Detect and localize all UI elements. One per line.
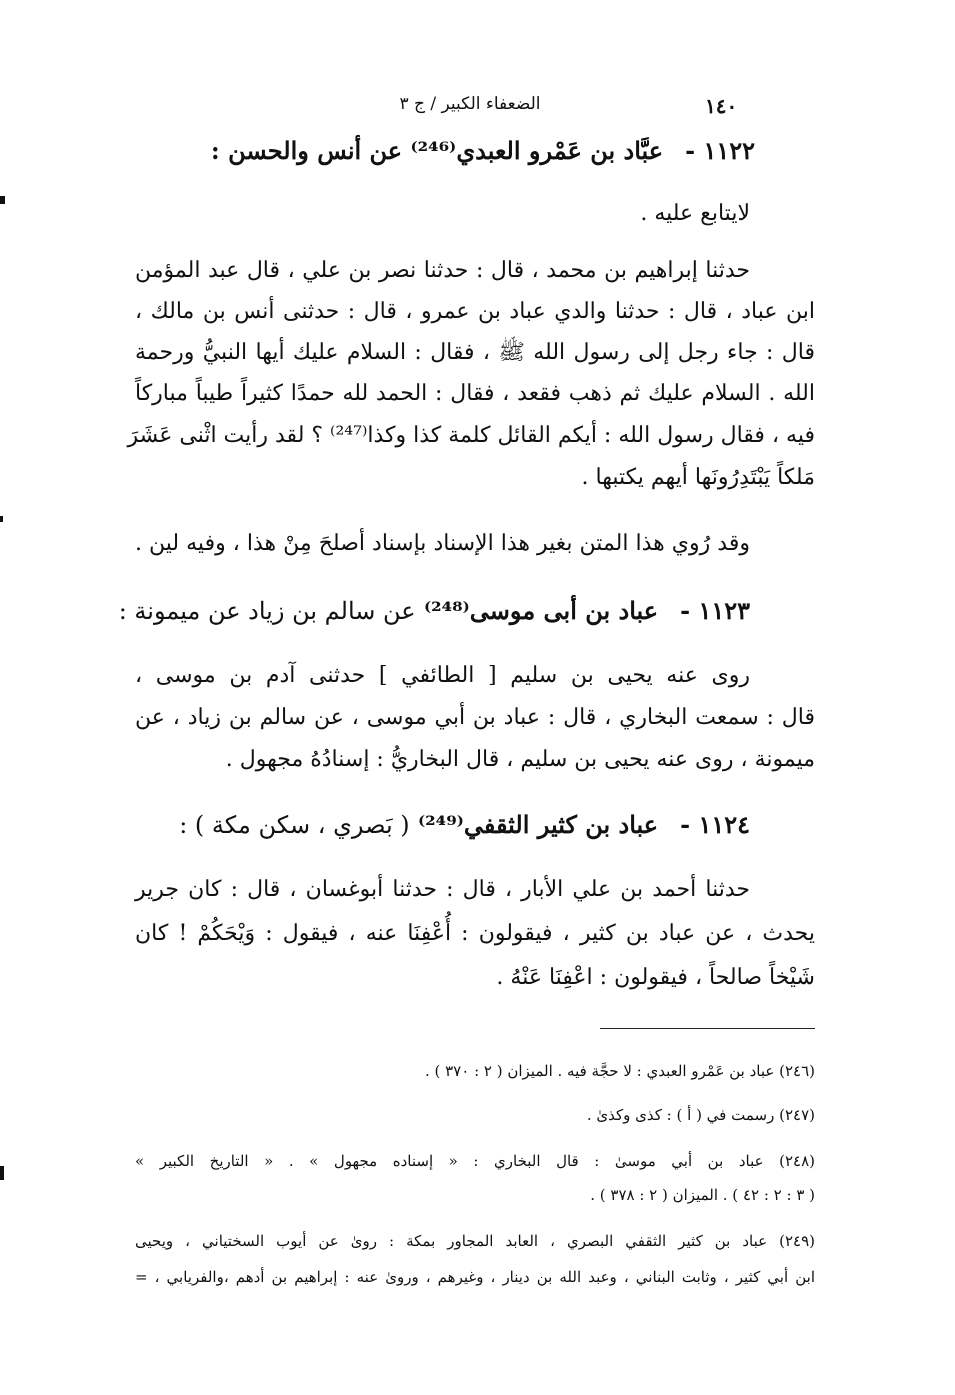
entry-heading-1124 [179, 810, 750, 839]
text-line: مَلكاً يَبْتَدِرُونَها أيهم يكتبها . [581, 465, 815, 490]
entry-number: ١١٢٢ - [685, 136, 755, 165]
entry-number: ١١٢٤ - [680, 810, 750, 839]
footnote: (٢٤٨) عباد بن أبي موسىٰ : قال البخاري : « إسناده مجهول » . « التاريخ الكبير » [135, 1152, 815, 1170]
entry-title: عباد بن أبى موسى⁽²⁴⁸⁾ [423, 596, 659, 625]
scan-mark [0, 1166, 4, 1180]
scan-mark [0, 516, 3, 522]
footnote: (٢٤٧) رسمت في ( أ ) : كذى وكذىٰ . [586, 1106, 815, 1124]
text-line: يحدث ، عن عباد بن كثير ، فيقولون : أُعْفِنَا عنه ، فيقول : وَيْحَكُمْ ! كان [135, 921, 815, 946]
text-line: لايتابع عليه . [640, 201, 750, 226]
running-title: الضعفاء الكبير / ج ٣ [399, 94, 541, 114]
text-line: شَيْخاً صالحاً ، فيقولون : اعْفِنَا عَنْهُ . [496, 965, 815, 990]
text-line: حدثنا أحمد بن علي الأبار ، قال : حدثنا أبوغسان ، قال : كان جرير [135, 877, 750, 902]
entry-title-rest: عن سالم بن زياد عن ميمونة : [118, 597, 416, 625]
footnote-separator [600, 1028, 815, 1029]
footnote: ابن أبي كثير ، وثابت البناني ، وعبد الله بن دينار ، وغيرهم ، وروىٰ عنه : إبراهيم بن أدهم ،والفريابي ، = [135, 1268, 815, 1286]
entry-title: عبَّاد بن عَمْرو العبدي⁽²⁴⁶⁾ عن أنس والحسن : [210, 136, 664, 165]
entry-number: ١١٢٣ - [680, 596, 750, 625]
entry-title-rest: ( بَصري ، سكن مكة ) : [179, 811, 410, 839]
footnote: (٢٤٦) عباد بن عَمْرو العبدي : لا حجَّة فيه . الميزان ( ٢ : ٣٧٠ ) . [424, 1062, 815, 1080]
page-number: ١٤٠ [705, 94, 738, 118]
text-line: قال : جاء رجل إلى رسول الله ﷺ ، فقال : السلام عليك أيها النبيُّ ورحمة [135, 340, 815, 365]
text-line: روى عنه يحيى بن سليم [ الطائفي ] حدثنى آدم بن موسى ، [135, 663, 750, 688]
entry-heading-1123 [119, 596, 750, 625]
footnote: (٢٤٩) عباد بن كثير الثقفي البصري ، العابد المجاور بمكة : روىٰ عن أيوب السختياني ، ويحيى [135, 1232, 815, 1250]
entry-heading-1122 [211, 136, 755, 165]
text-line: قال : سمعت البخاري ، قال : عباد بن أبي موسى ، عن سالم بن زياد ، عن [135, 705, 815, 730]
text-line: ابن عباد ، قال : حدثنا والدي عباد بن عمرو ، قال : حدثنى أنس بن مالك ، [135, 299, 815, 324]
text-line: وقد رُوي هذا المتن بغير هذا الإسناد بإسناد أصلحَ مِنْ هذا ، وفيه لين . [135, 531, 750, 556]
footnote: ( ٣ : ٢ : ٤٢ ) . الميزان ( ٢ : ٣٧٨ ) . [590, 1186, 815, 1204]
text-line: فيه ، فقال رسول الله : أيكم القائل كلمة كذا وكذا⁽²⁴⁷⁾ ؟ لقد رأيت اثْنى عَشَرَ [127, 423, 815, 448]
text-line: الله . السلام عليك ثم ذهب فقعد ، فقال : الحمد لله حمدًا كثيراً طيباً مباركاً [135, 381, 815, 406]
scan-mark [0, 196, 5, 204]
text-line: حدثنا إبراهيم بن محمد ، قال : حدثنا نصر بن علي ، قال عبد المؤمن [135, 258, 750, 283]
text-line: ميمونة ، روى عنه يحيى بن سليم ، قال البخاريُّ : إسنادُهُ مجهول . [225, 747, 815, 772]
entry-title: عباد بن كثير الثقفي⁽²⁴⁹⁾ [418, 810, 659, 839]
